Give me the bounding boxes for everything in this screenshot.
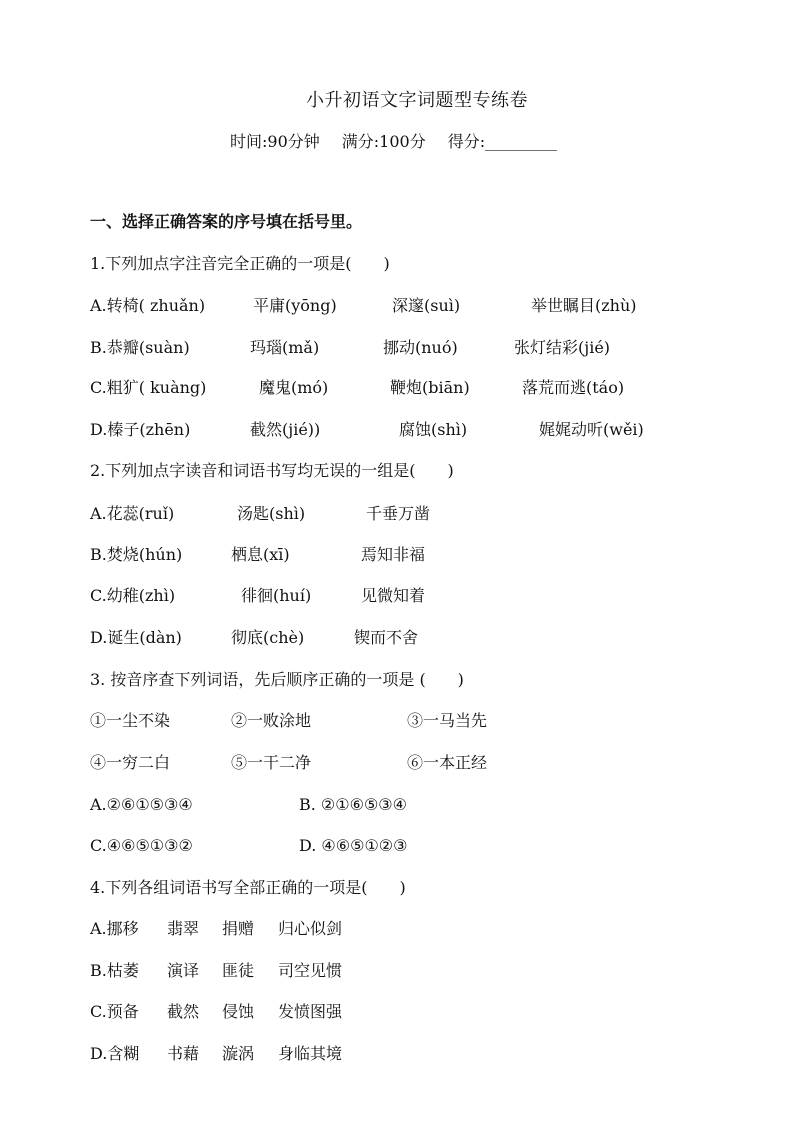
list-item: ①一尘不染 [90,711,171,730]
option-item: 归心似剑 [278,919,343,938]
option-item: 挪动(nuó) [383,338,458,357]
option-item: D.榛子(zhēn) [90,420,191,439]
option-item: 截然 [167,1002,200,1021]
full-score: 满分:100分 [341,132,426,151]
score-blank: 得分:_________ [447,132,558,151]
option-item: B. ②①⑥⑤③④ [299,795,407,814]
option-item: C.幼稚(zhì) [90,586,176,605]
option-item: B.焚烧(hún) [90,545,183,564]
option-item: B.恭瓣(suàn) [90,338,190,357]
option-item: C.预备 [90,1002,139,1021]
option-item: 侵蚀 [222,1002,255,1021]
option-item: 截然(jié)) [250,420,321,439]
question-stem-3: 3. 按音序查下列词语，先后顺序正确的一项是 ( ) [90,670,464,689]
option-item: 见微知着 [361,586,426,605]
list-item: ③一马当先 [407,711,488,730]
time-limit: 时间:90分钟 [230,132,320,151]
page-title: 小升初语文字词题型专练卷 [306,90,528,111]
question-stem-2: 2.下列加点字读音和词语书写均无误的一组是( ) [90,461,454,480]
option-item: D.诞生(dàn) [90,628,182,647]
option-item: 翡翠 [167,919,200,938]
option-item: 深邃(suì) [392,296,461,315]
option-item: D. ④⑥⑤①②③ [299,836,408,855]
exam-meta [230,129,579,152]
option-item: 焉知非福 [361,545,426,564]
option-item: 匪徒 [222,961,255,980]
option-item: 张灯结彩(jié) [514,338,611,357]
option-item: A.挪移 [90,919,139,938]
list-item: ④一穷二白 [90,753,171,772]
option-item: 徘徊(huí) [241,586,312,605]
option-item: 书藉 [167,1044,200,1063]
option-item: A.花蕊(ruǐ) [90,504,175,523]
question-stem-1: 1.下列加点字注音完全正确的一项是( ) [90,254,390,273]
option-item: 漩涡 [222,1044,255,1063]
option-item: 腐蚀(shì) [399,420,468,439]
option-item: 发愤图强 [278,1002,343,1021]
list-item: ⑥一本正经 [407,753,488,772]
option-item: 魔鬼(mó) [259,378,329,397]
option-item: 捐赠 [222,919,255,938]
option-item: 栖息(xī) [231,545,290,564]
option-item: 彻底(chè) [231,628,305,647]
option-item: B.枯萎 [90,961,139,980]
option-item: 汤匙(shì) [237,504,306,523]
option-item: 身临其境 [278,1044,343,1063]
option-item: 平庸(yōng) [253,296,337,315]
option-item: 鞭炮(biān) [390,378,470,397]
question-stem-4: 4.下列各组词语书写全部正确的一项是( ) [90,878,406,897]
option-item: A.转椅( zhuǎn) [90,296,206,315]
option-item: 锲而不舍 [354,628,419,647]
section-heading: 一、选择正确答案的序号填在括号里。 [90,212,363,231]
option-item: C.④⑥⑤①③② [90,836,193,855]
option-item: 娓娓动听(wěi) [539,420,644,439]
option-item: 司空见惯 [278,961,343,980]
option-item: 玛瑙(mǎ) [250,338,320,357]
option-item: A.②⑥①⑤③④ [90,795,193,814]
option-item: 演译 [167,961,200,980]
option-item: 千垂万凿 [366,504,431,523]
list-item: ②一败涂地 [231,711,312,730]
option-item: 举世瞩目(zhù) [531,296,637,315]
option-item: 落荒而逃(táo) [522,378,625,397]
list-item: ⑤一干二净 [231,753,312,772]
option-item: C.粗犷( kuàng) [90,378,207,397]
option-item: D.含糊 [90,1044,140,1063]
